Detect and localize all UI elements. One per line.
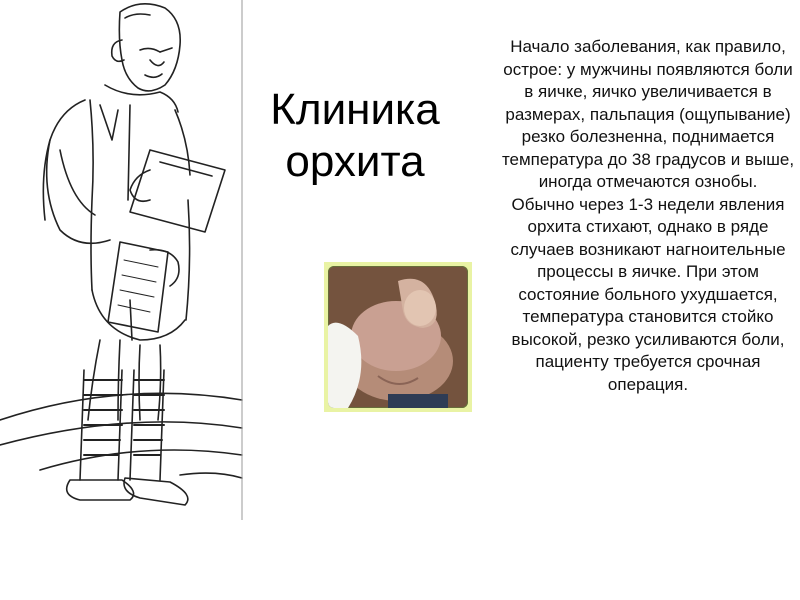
paragraph-onset: Начало заболевания, как правило, острое: у мужчины появляются боли в яичке, яичко увеличивается в размерах, пальпация (ощупывание) резко болезненна, поднимается температура до 38 градусов и выше, иногда отмечаются ознобы. — [501, 37, 795, 191]
paragraph-course: Обычно через 1-3 недели явления орхита стихают, однако в ряде случаев возникают нагноительные процессы в яичке. При этом состояние больного ухудшается, температура становится стойко высокой, резко усиливаются боли, пациенту требуется срочная операция. — [510, 194, 786, 394]
slide-title — [252, 84, 458, 188]
body-text — [500, 36, 796, 396]
title-line-1: Клиника — [270, 85, 440, 134]
clinical-photo-frame — [324, 262, 472, 412]
title-line-2: орхита — [285, 137, 425, 186]
man-reading-illustration — [0, 0, 244, 520]
clinical-photo — [328, 266, 468, 408]
